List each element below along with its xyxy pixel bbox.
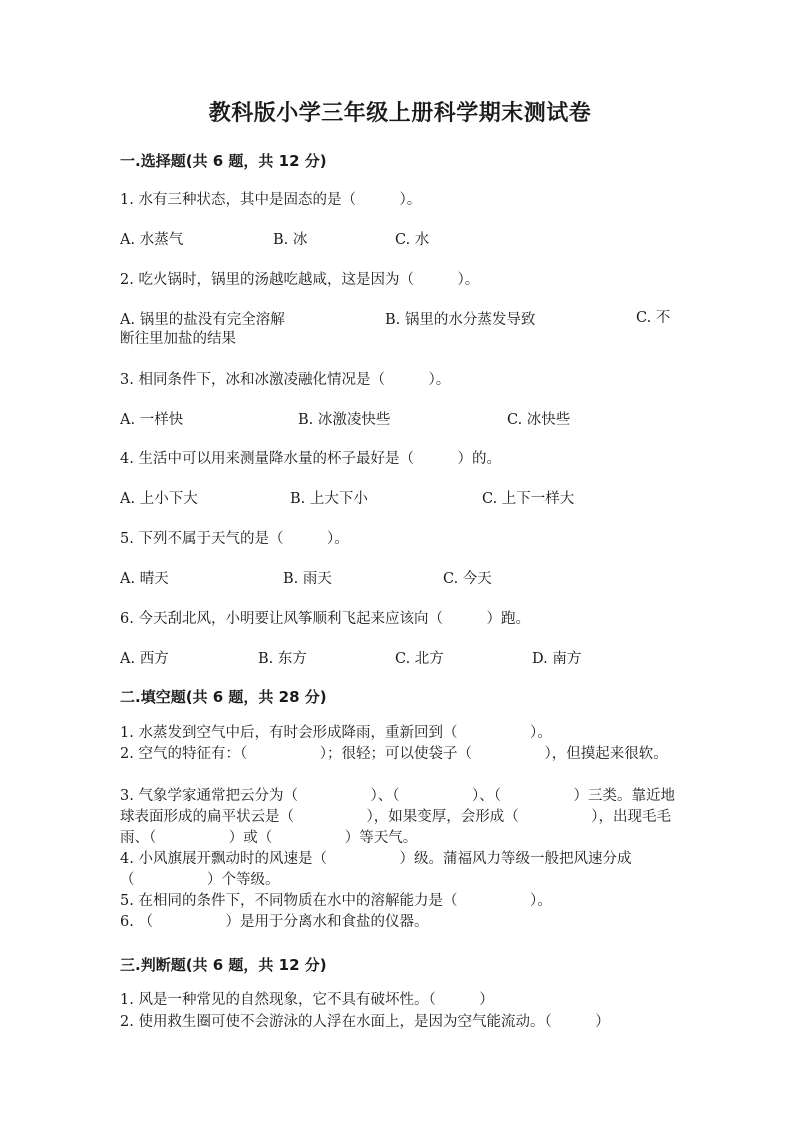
q2-option-a: A. 锅里的盐没有完全溶解 <box>120 312 285 328</box>
q3-option-a: A. 一样快 <box>120 412 184 428</box>
question-2: 2. 吃火锅时，锅里的汤越吃越咸，这是因为（ ）。 <box>120 272 480 288</box>
fill-line-4: 4. 小风旗展开飘动时的风速是（ ）级。蒲福风力等级一般把风速分成（ ）个等级。 <box>120 851 632 888</box>
fill-line-3: 3. 气象学家通常把云分为（ ）、（ ）、（ ）三类。靠近地球表面形成的扁平状云是（ ），如果变厚，会形成（ ），出现毛毛雨、（ ）或（ ）等天气。 <box>120 788 675 846</box>
q6-option-b: B. 东方 <box>258 651 307 667</box>
section-heading-judge: 三.判断题(共 6 题，共 12 分) <box>120 956 327 974</box>
question-4: 4. 生活中可以用来测量降水量的杯子最好是（ ）的。 <box>120 451 501 467</box>
q3-option-b: B. 冰激凌快些 <box>298 412 391 428</box>
question-1: 1. 水有三种状态，其中是固态的是（ ）。 <box>120 192 422 208</box>
q5-option-a: A. 晴天 <box>120 571 169 587</box>
q4-option-c: C. 上下一样大 <box>482 491 575 507</box>
q1-option-c: C. 水 <box>395 232 430 248</box>
question-5: 5. 下列不属于天气的是（ ）。 <box>120 531 349 547</box>
q1-option-a: A. 水蒸气 <box>120 232 184 248</box>
judge-line-2: 2. 使用救生圈可使不会游泳的人浮在水面上，是因为空气能流动。（ ） <box>120 1014 610 1030</box>
q6-option-c: C. 北方 <box>395 651 444 667</box>
section-heading-choice: 一.选择题(共 6 题，共 12 分) <box>120 152 327 170</box>
page-title: 教科版小学三年级上册科学期末测试卷 <box>208 101 592 126</box>
q2-option-c: C. 不断往里加盐的结果 <box>120 310 671 347</box>
fill-line-6: 6. （ ）是用于分离水和食盐的仪器。 <box>120 914 429 930</box>
fill-line-5: 5. 在相同的条件下，不同物质在水中的溶解能力是（ ）。 <box>120 893 552 909</box>
q5-option-c: C. 今天 <box>443 571 492 587</box>
q3-option-c: C. 冰快些 <box>507 412 571 428</box>
q6-option-a: A. 西方 <box>120 651 169 667</box>
question-3: 3. 相同条件下，冰和冰激凌融化情况是（ ）。 <box>120 372 451 388</box>
q4-option-a: A. 上小下大 <box>120 491 198 507</box>
judge-line-1: 1. 风是一种常见的自然现象，它不具有破坏性。（ ） <box>120 992 494 1008</box>
question-6: 6. 今天刮北风，小明要让风筝顺利飞起来应该向（ ）跑。 <box>120 611 530 627</box>
section-heading-fill: 二.填空题(共 6 题，共 28 分) <box>120 688 327 706</box>
fill-line-2: 2. 空气的特征有：（ ）；很轻；可以使袋子（ ），但摸起来很软。 <box>120 746 668 762</box>
q4-option-b: B. 上大下小 <box>290 491 368 507</box>
q6-option-d: D. 南方 <box>532 651 582 667</box>
q5-option-b: B. 雨天 <box>283 571 332 587</box>
q1-option-b: B. 冰 <box>273 232 308 248</box>
fill-line-1: 1. 水蒸发到空气中后，有时会形成降雨，重新回到（ ）。 <box>120 725 552 741</box>
q2-option-b: B. 锅里的水分蒸发导致 <box>385 312 536 328</box>
